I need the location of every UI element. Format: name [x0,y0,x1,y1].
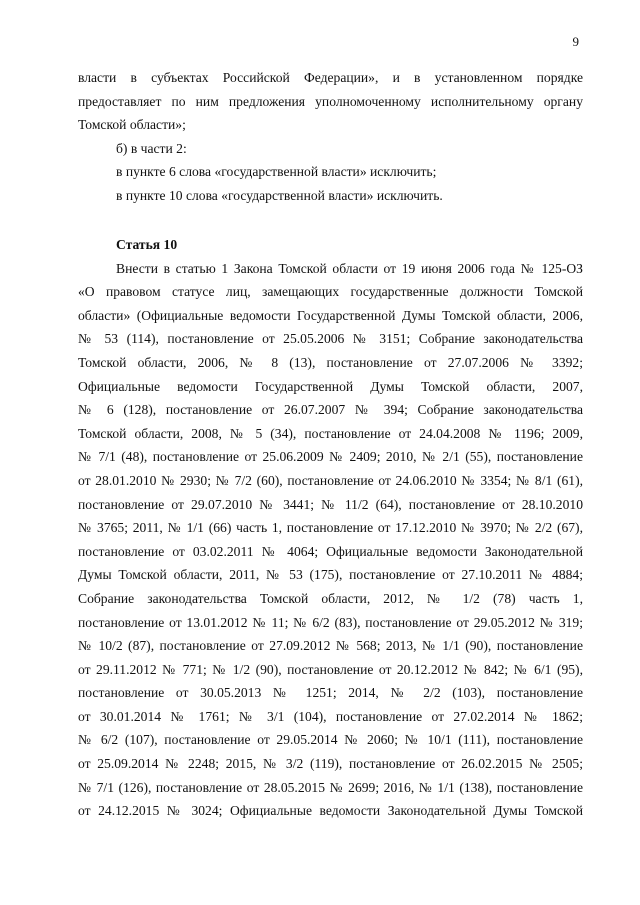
text-line: от 24.12.2015 № 3024; Официальные ведомости Законодательной Думы Томской [78,803,583,819]
text-line: Томской области, 2006, № 8 (13), постановление от 27.07.2006 № 3392; [78,354,583,370]
text-line: постановление от 03.02.2011 № 4064; Официальные ведомости Законодательной [78,543,583,559]
text-line: власти в субъектах Российской Федерации», и в установленном порядке [78,70,583,85]
text-line: от 28.01.2010 № 2930; № 7/2 (60), постановление от 24.06.2010 № 3354; № 8/1 (61), [78,472,583,488]
list-item: в пункте 10 слова «государственной власти» исключить. [116,187,443,203]
text-line: от 30.01.2014 № 1761; № 3/1 (104), постановление от 27.02.2014 № 1862; [78,708,583,724]
text-line: Думы Томской области, 2011, № 53 (175), постановление от 27.10.2011 № 4884; [78,567,583,583]
list-item: в пункте 6 слова «государственной власти» исключить; [116,164,437,180]
text-line: № 3765; 2011, № 1/1 (66) часть 1, постановление от 17.12.2010 № 3970; № 2/2 (67), [78,520,583,536]
text-line: № 7/1 (48), постановление от 25.06.2009 № 2409; 2010, № 2/1 (55), постановление [78,449,583,465]
text-line: № 53 (114), постановление от 25.05.2006 № 3151; Собрание законодательства [78,331,583,347]
text-line: области» (Официальные ведомости Государственной Думы Томской области, 2006, [78,307,583,323]
text-line: от 25.09.2014 № 2248; 2015, № 3/2 (119), постановление от 26.02.2015 № 2505; [78,756,583,772]
text-line: Внести в статью 1 Закона Томской области от 19 июня 2006 года № 125-ОЗ [116,260,583,276]
text-line: № 6/2 (107), постановление от 29.05.2014 № 2060; № 10/1 (111), постановление [78,732,583,748]
text-line: предоставляет по ним предложения уполномоченному исполнительному органу [78,93,583,109]
list-item: б) в части 2: [116,140,187,156]
text-line: «О правовом статусе лиц, замещающих государственные должности Томской [78,284,583,300]
text-line: № 7/1 (126), постановление от 28.05.2015 № 2699; 2016, № 1/1 (138), постановление [78,779,583,795]
text-line: постановление от 29.07.2010 № 3441; № 11/2 (64), постановление от 28.10.2010 [78,496,583,512]
text-line: Томской области, 2008, № 5 (34), постановление от 24.04.2008 № 1196; 2009, [78,425,583,441]
text-line: Томской области»; [78,117,186,133]
text-line: постановление от 13.01.2012 № 11; № 6/2 (83), постановление от 29.05.2012 № 319; [78,614,583,630]
page-number: 9 [572,34,579,49]
text-line: № 6 (128), постановление от 26.07.2007 № 394; Собрание законодательства [78,402,583,418]
article-section [78,233,583,823]
text-line: Собрание законодательства Томской области, 2012, № 1/2 (78) часть 1, [78,590,583,606]
text-line: постановление от 30.05.2013 № 1251; 2014, № 2/2 (103), постановление [78,685,583,701]
text-line: № 10/2 (87), постановление от 27.09.2012 № 568; 2013, № 1/1 (90), постановление [78,638,583,654]
article-heading: Статья 10 [116,237,178,252]
text-line: от 29.11.2012 № 771; № 1/2 (90), постановление от 20.12.2012 № 842; № 6/1 (95), [78,661,583,677]
continued-paragraph-block [78,66,583,208]
text-line: Официальные ведомости Государственной Думы Томской области, 2007, [78,378,583,394]
